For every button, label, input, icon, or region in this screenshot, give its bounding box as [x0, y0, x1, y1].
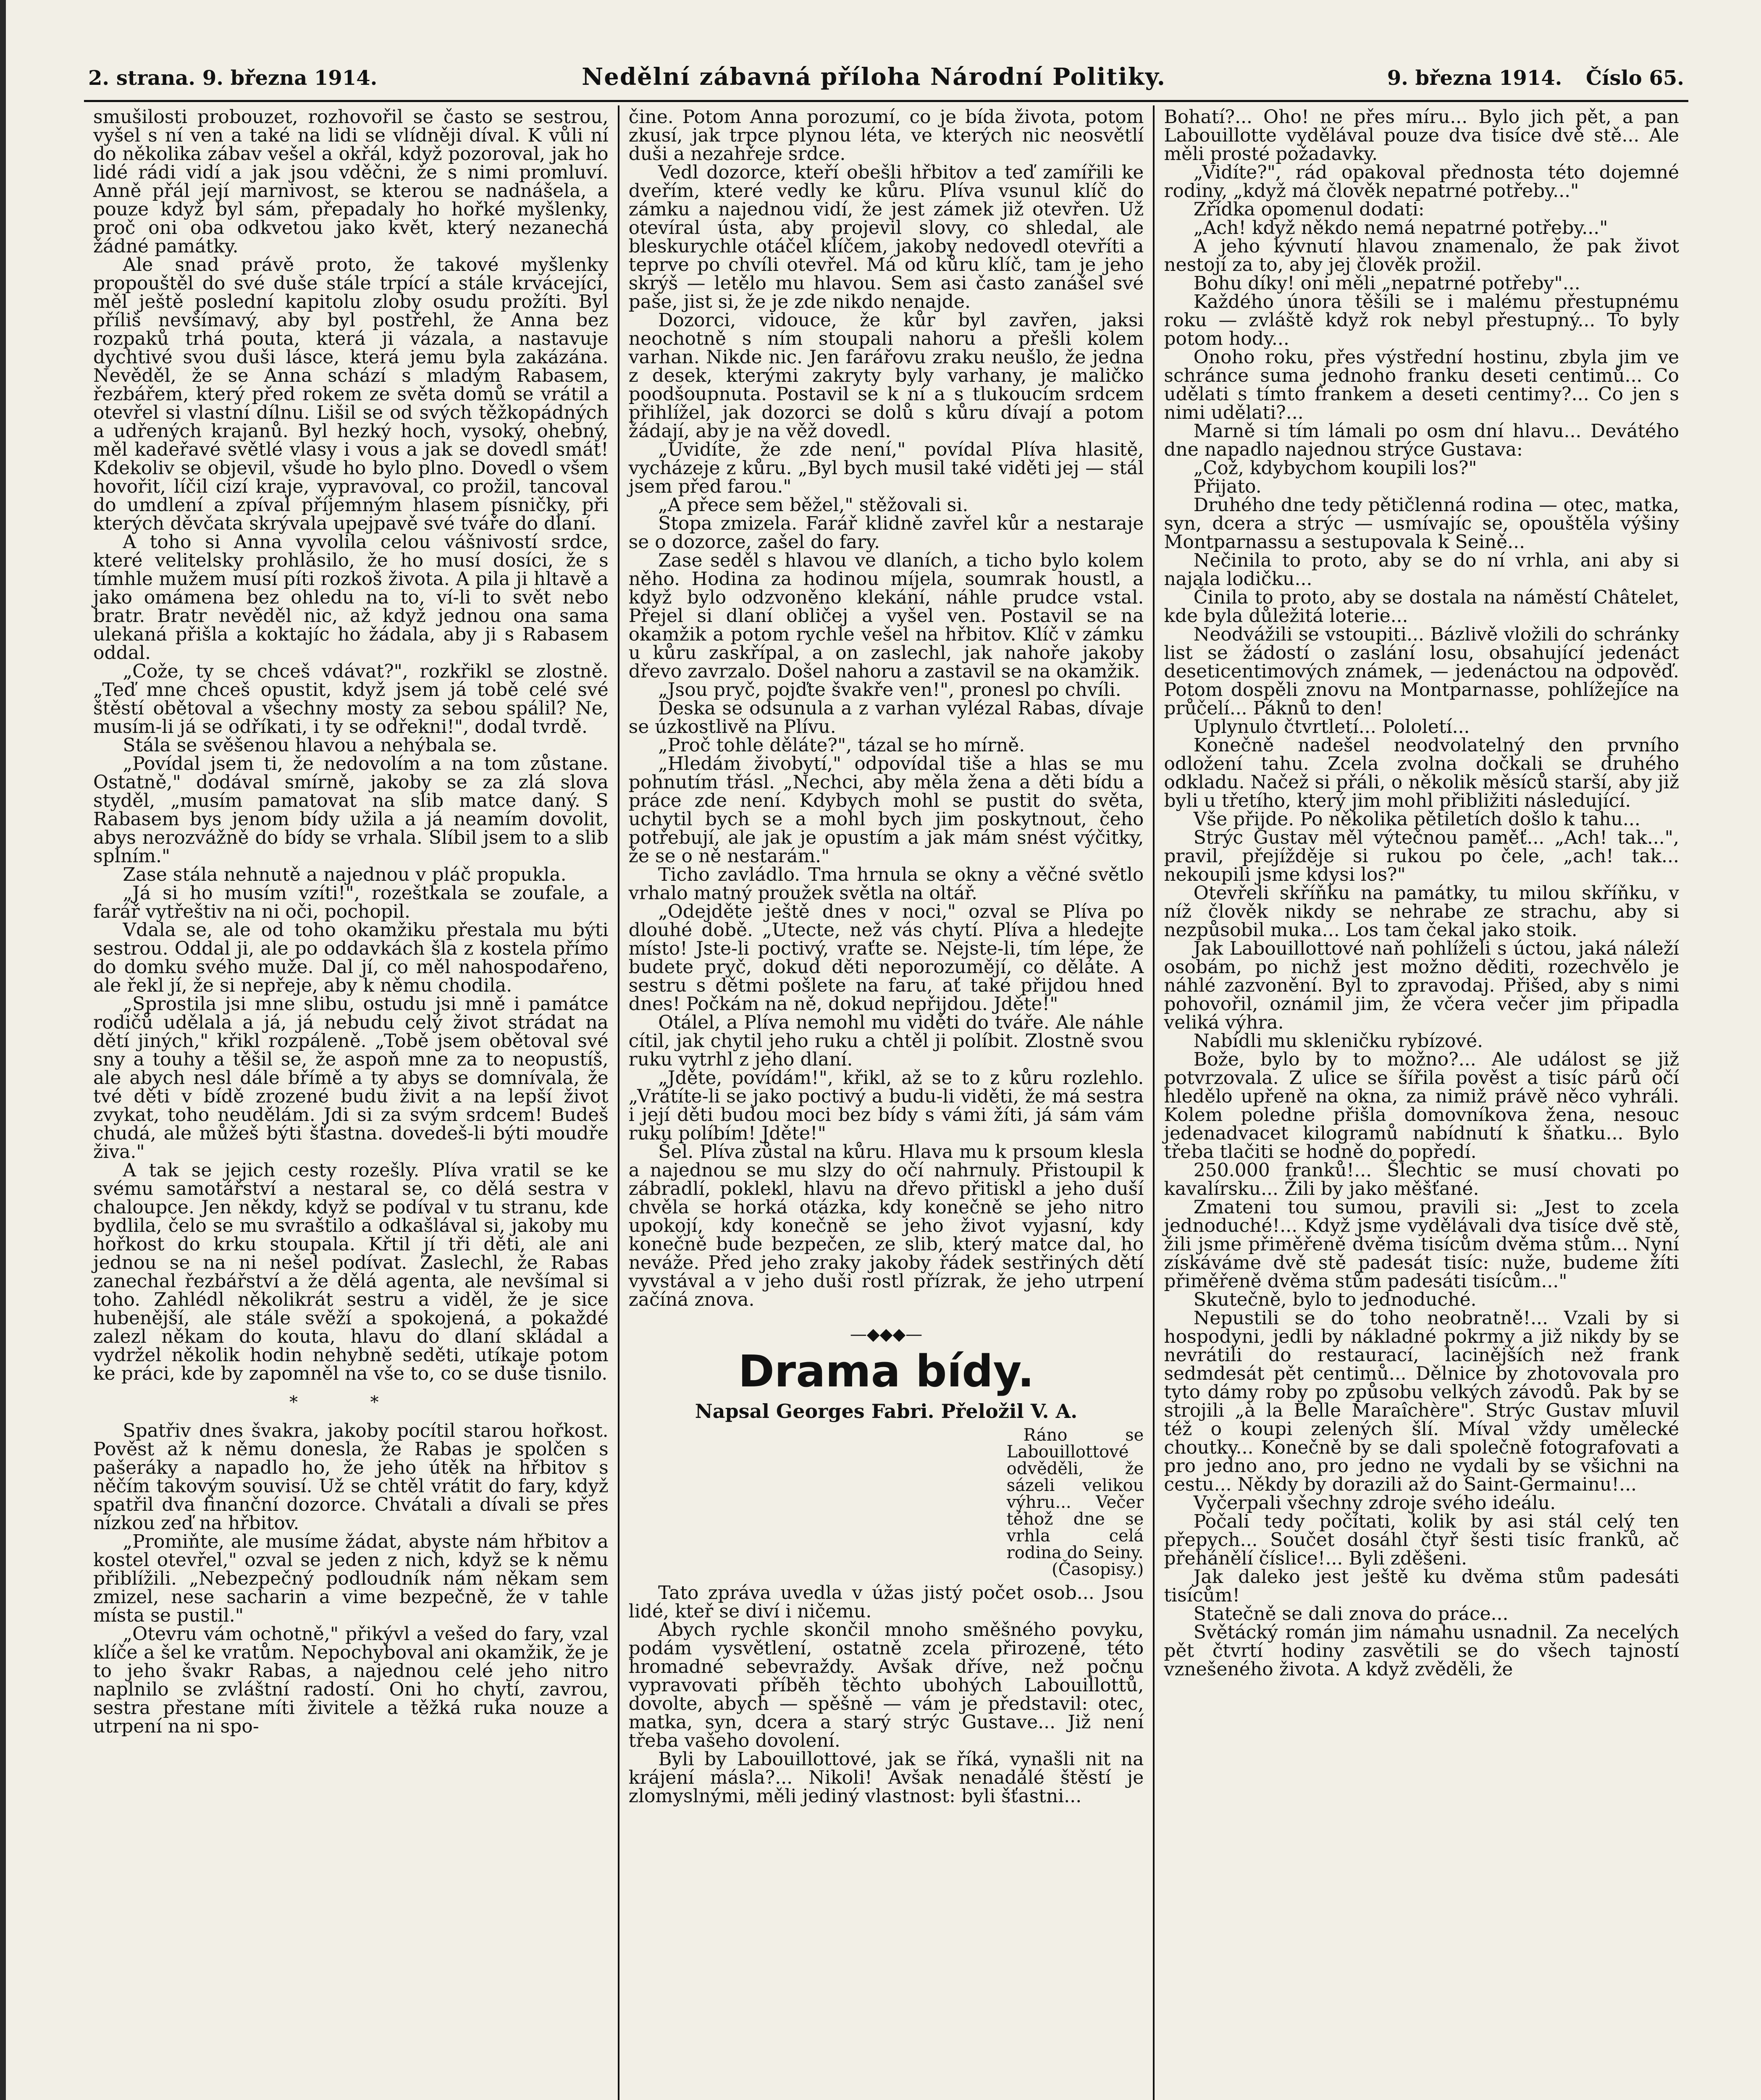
masthead: Nedělní zábavná příloha Národní Politiky.: [582, 63, 1166, 91]
paragraph: Vše přijde. Po několika pětiletích došlo k tahu...: [1193, 808, 1640, 830]
paragraph: Skutečně, bylo to jednoduché.: [1193, 1289, 1477, 1310]
paragraph: Přijato.: [1193, 476, 1262, 497]
paragraph: A jeho kývnutí hlavou znamenalo, že pak život nestojí za to, aby jej člověk prožil.: [1164, 236, 1680, 276]
paragraph: Stála se svěšenou hlavou a nehýbala se.: [123, 735, 497, 756]
paragraph: „Jsou pryč, pojďte švakře ven!", pronesl po chvíli.: [658, 679, 1121, 701]
epigraph-text: Ráno se Labouillottové odvěděli, že sázeli velikou výhru... Večer téhož dne se vrhla celá rodina do Seiny.: [1006, 1425, 1144, 1562]
paragraph: Světácký román jim námahu usnadnil. Za necelých pět čtvrtí hodiny zasvětili se do všech tajností vznešeného života. A když zvěděli, že: [1164, 1622, 1680, 1680]
page-header: [84, 63, 1688, 92]
column-1: [84, 105, 618, 2100]
paragraph: „Proč tohle děláte?", tázal se ho mírně.: [658, 735, 1025, 756]
paragraph: Ale snad právě proto, že takové myšlenky propouštěl do své duše stále trpící a stále krvácející, měl ještě poslední kapitolu zloby osudu prožíti. Byl příliš nevšímavý, aby byl postřehl, že Anna bez rozpaků trhá pouta, která ji vázala, a nastavuje dychtivé svou duši lásce, která jemu byla zakázána. Nevěděl, že se Anna schází s mladým Rabasem, řezbářem, který před rokem ze světa domů se vrátil a otevřel si vlastní dílnu. Lišil se od svých těžkopádných a udřených krajanů. Byl hezký hoch, vysoký, ohebný, měl kadeřavé světlé vlasy i vous a jak se dovedl smát! Kdekoliv se objevil, všude ho bylo plno. Dovedl o všem hovořit, líčil cizí kraje, vypravoval, co prožil, tancoval do umdlení a zpíval příjemným hlasem písničky, při kterých děvčata skrývala upejpavě své tváře do dlaní.: [93, 254, 609, 534]
paragraph: „Povídal jsem ti, že nedovolím a na tom zůstane. Ostatně," dodával smírně, jakoby se za zlá slova styděl, „musím pamatovat na slib matce daný. S Rabasem bys jenom bídy užila a já neamím dovolit, abys nerozvážně do bídy se vrhala. Slíbil jsem to a slib splním.": [93, 753, 609, 867]
paragraph: Otevřeli skříňku na památky, tu milou skříňku, v níž člověk nikdy se nehrabe ze strachu, aby si nezpůsobil muka... Los tam čekal jako stoik.: [1164, 882, 1680, 941]
paragraph: Každého února těšili se i malému přestupnému roku — zvláště když rok nebyl přestupný... To byly potom hody...: [1164, 291, 1680, 349]
paragraph: Vedl dozorce, kteří obešli hřbitov a teď zamířili ke dveřím, které vedly ke kůru. Plíva vsunul klíč do zámku a najednou vidí, že jest zámek již otevřen. Už otevíral ústa, aby projevil slovy, co shledal, ale bleskurychle otáčel klíčem, jakoby nedovedl otevříti a teprve po chvíli otevřel. Má od kůru klíč, tam je jeho skrýš — letělo mu hlavou. Sem asi často zanášel své paše, jist si, že je zde nikdo nenajde.: [628, 162, 1144, 312]
paragraph: Neodvážili se vstoupiti... Bázlivě vložili do schránky list se žádostí o zaslání losu, obsahující jedenáct deseticentimových známek, — jedenáctou na odpověď. Potom dospěli znovu na Montparnasse, pohlížejíce na průčelí... Páknů to den!: [1164, 624, 1680, 719]
paragraph: „Což, kdybychom koupili los?": [1193, 457, 1477, 479]
paragraph: Nabídli mu skleničku rybízové.: [1193, 1030, 1483, 1052]
paragraph: smušilosti probouzet, rozhovořil se často se sestrou, vyšel s ní ven a také na lidi se vlídněji díval. K vůli ní do několika zábav vešel a okřál, když pozoroval, jak ho lidé rádi vidí a jak jsou vděčni, že s nimi promluví. Anně přál její marnivost, se kterou se nadnášela, a pouze když byl sám, přepadaly ho hořké myšlenky, proč oni oba odkvetou jako květ, který nezanechá žádné památky.: [93, 106, 609, 257]
header-right: [1370, 66, 1684, 90]
paragraph: Uplynulo čtvrtletí... Pololetí...: [1193, 716, 1470, 738]
paragraph: Dozorci, vidouce, že kůr byl zavřen, jaksi neochotně s ním stoupali nahoru a přešli kolem varhan. Nikde nic. Jen farářovu zraku neušlo, že jedna z desek, kterými zakryty byly varhany, je maličko poodšoupnuta. Postavil se k ní a s tlukoucím srdcem přihlížel, jak dozorci se dolů s kůru dívají a potom žádají, aby je na věž dovedl.: [628, 310, 1144, 442]
paragraph: Byli by Labouillottové, jak se říká, vynašli nit na krájení másla?... Nikoli! Avšak nenadálé štěstí je zlomyslnými, měli jediný vlastnost: byli šťastni...: [628, 1748, 1144, 1807]
paragraph: „Otevru vám ochotně," přikývl a vešed do fary, vzal klíče a šel ke vratům. Nepochyboval ani okamžik, že je to jeho švakr Rabas, a najednou celé jeho nitro naplnilo se zvláštní radostí. Oni ho chytí, zavrou, sestra přestane míti živitele a těžká ruka nouze a utrpení na ni spo-: [93, 1623, 609, 1737]
paragraph: Deska se odsunula a z varhan vylézal Rabas, dívaje se úzkostlivě na Plívu.: [628, 698, 1144, 738]
paragraph: Nečinila to proto, aby se do ní vrhla, ani aby si najala lodičku...: [1164, 550, 1680, 590]
paragraph: Jak Labouillottové naň pohlíželi s úctou, jaká náleží osobám, po nichž jest možno děditi, rozechvělo je náhlé zazvonění. Byl to zpravodaj. Přišed, aby s nimi pohovořil, oznámil jim, že včera večer jim připadla veliká výhra.: [1164, 938, 1680, 1033]
paragraph: „A přece sem běžel," stěžovali si.: [658, 494, 968, 516]
paragraph: Zmateni tou sumou, pravili si: „Jest to zcela jednoduché!... Když jsme vydělávali dva tisíce dvě stě, žili jsme přiměřeně dvěma tisícům dvěma stům... Nyní získáváme dvě stě padesát tisíc: nuže, budeme žíti přiměřeně dvěma stům padesáti tisícům...": [1164, 1197, 1680, 1292]
page-number-date: 2. strana. 9. března 1914.: [88, 66, 378, 90]
paragraph: „Uvidíte, že zde není," povídal Plíva hlasitě, vycházeje z kůru. „Byl bych musil také viděti jej — stál jsem před farou.": [628, 439, 1144, 497]
paragraph: Spatřiv dnes švakra, jakoby pocítil starou hořkost. Pověst až k němu donesla, že Rabas je spolčen s pašeráky a napadlo ho, že jeho útěk na hřbitov s něčím takovým souvisí. Už se chtěl vrátit do fary, když spatřil dva finanční dozorce. Chvátali a dívali se přes nízkou zeď na hřbitov.: [93, 1420, 609, 1534]
paragraph: „Cože, ty se chceš vdávat?", rozkřikl se zlostně. „Teď mne chceš opustit, když jsem já tobě celé své štěstí obětoval a všechny mosty za sebou spálil? Ne, musím-li já se odříkati, i ty se odřekni!", dodal tvrdě.: [93, 661, 609, 738]
paragraph: Zase seděl s hlavou ve dlaních, a ticho bylo kolem něho. Hodina za hodinou míjela, soumrak houstl, a když bylo odzvoněno klekání, náhle prudce vstal. Přejel si dlaní obličej a vyšel ven. Postavil se na okamžik a potom rychle vešel na hřbitov. Klíč v zámku u kůru zaskřípal, a on zaslechl, jak nahoře jakoby dřevo zavrzalo. Došel nahoru a zastavil se na okamžik.: [628, 550, 1144, 682]
paragraph: Nepustili se do toho neobratně!... Vzali by si hospodyni, jedli by nákladné pokrmy a již nikdy by se nevrátili do restaurací, lacinějších než frank sedmdesát pět centimů... Dělnice by zhotovovala pro tyto dámy roby po způsobu velkých závodů. Pak by se strojili „à la Belle Maraîchère". Strýc Gustav mluvil též o koupi zelených šlí. Míval vždy umělecké choutky... Konečně by se dali společně fotografovati a pro jedno ano, pro jedno ne vydali by se všichni na cestu... Někdy by dorazili až do Saint-Germainu!...: [1164, 1307, 1680, 1495]
paragraph: Šel. Plíva zůstal na kůru. Hlava mu k prsoum klesla a najednou se mu slzy do očí nahrnuly. Přistoupil k zábradlí, poklekl, hlavu na dřevo přitiskl a jeho duší chvěla se horká otázka, kdy konečně se jeho nitro upokojí, kdy konečně se jeho život vyjasní, kdy konečně bude bezpečen, ze slib, který matce dal, ho neváže. Před jeho zraky jakoby řádek sestřiných dětí vyvstával a v jeho duši rostl přízrak, že jeho utrpení začíná znova.: [628, 1141, 1144, 1310]
paragraph: „Odejděte ještě dnes v noci," ozval se Plíva po dlouhé době. „Utecte, než vás chytí. Plíva a hledejte místo! Jste-li poctivý, vraťte se. Nejste-li, tím lépe, že budete pryč, dokud děti neporozumějí, co děláte. A sestru s dětmi pošlete na faru, ať také přijdou hned dnes! Počkám na ně, dokud nepřijdou. Jděte!": [628, 901, 1144, 1015]
epigraph-source: (Časopisy.): [1052, 1560, 1144, 1579]
paragraph: „Sprostila jsi mne slibu, ostudu jsi mně i památce rodičů udělala a já, já nebudu celý život strádat na dětí jiných," křikl rozpáleně. „Tobě jsem obětoval své sny a touhy a těšil se, že aspoň mne za to neopustíš, ale abych nesl dále břímě a ty abys se domnívala, že tvé děti v bídě zrozené budu živit a na lepší život zvykat, toho neudělám. Jdi si za svým srdcem! Budeš chudá, ale můžeš býti šťastna. dovedeš-li býti moudře živa.": [93, 993, 609, 1163]
story-byline: Napsal Georges Fabri. Přeložil V. A.: [695, 1400, 1078, 1423]
paragraph: „Vidíte?", rád opakoval přednosta této dojemné rodiny, „když má člověk nepatrné potřeby...": [1164, 162, 1680, 202]
paragraph: Činila to proto, aby se dostala na náměstí Châtelet, kde byla důležitá loterie...: [1164, 587, 1680, 627]
paragraph: Vdala se, ale od toho okamžiku přestala mu býti sestrou. Oddal ji, ale po oddavkách šla z kostela přímo do domku svého muže. Dal jí, co měl nahospodařeno, ale řekl jí, že si nepřeje, aby k němu chodila.: [93, 919, 609, 996]
paragraph: Otálel, a Plíva nemohl mu viděti do tváře. Ale náhle cítil, jak chytil jeho ruku a chtěl ji políbit. Zlostně svou ruku vytrhl z jeho dlaní.: [628, 1012, 1144, 1070]
paragraph: „Jděte, povídám!", křikl, až se to z kůru rozlehlo. „Vrátíte-li se jako poctivý a budu-li viděti, že má sestra i její děti budou moci bez bídy s vámi žíti, já sám vám ruku políbím! Jděte!": [628, 1067, 1144, 1144]
columns: [84, 105, 1688, 2100]
paragraph: Počali tedy počítati, kolik by asi stál celý ten přepych... Součet dosáhl čtyř šesti tisíc franků, ač přehánělí číslice!... Byli zděšeni.: [1164, 1511, 1680, 1569]
paragraph: Tato zpráva uvedla v úžas jistý počet osob... Jsou lidé, kteř se diví i ničemu.: [628, 1582, 1144, 1622]
paragraph: 250.000 franků!... Šlechtic se musí chovati po kavalírsku... Žili by jako měšťané.: [1164, 1160, 1680, 1200]
column-2: [618, 105, 1153, 2100]
paragraph: Strýc Gustav měl výtečnou paměť... „Ach! tak...", pravil, přejížděje si rukou po čele, „ach! tak... nekoupili jsme kdysi los?": [1164, 827, 1680, 885]
header-rule: [84, 100, 1688, 102]
paragraph: Bože, bylo by to možno?... Ale událost se již potvrzovala. Z ulice se šířila pověst a tisíc párů očí hledělo upřeně na okna, za nimiž právě něco vyhráli. Kolem poledne přišla domovníkova žena, nesouc jedenadvacet kilogramů nabídnutí k šňatku... Bylo třeba tlačiti se hodně do popředí.: [1164, 1049, 1680, 1163]
paragraph: Konečně nadešel neodvolatelný den prvního odložení tahu. Zcela zvolna dočkali se druhého odkladu. Načež si přáli, o několik měsíců starší, aby již byli u třetího, který jim mohl přibližiti následující.: [1164, 735, 1680, 811]
paragraph: A tak se jejich cesty rozešly. Plíva vratil se ke svému samotářství a nestaral se, co dělá sestra v chaloupce. Jen někdy, když se podíval v tu stranu, kde bydlila, čelo se mu svraštilo a odkašlával si, jakoby mu hořkost do krku stoupala. Křtil jí tři děti, ale ani jednou se na ni nešel podívat. Zaslechl, že Rabas zanechal řezbářství a že dělá agenta, ale nevšímal si toho. Zahlédl několikrát sestru a viděl, že je sice hubenější, ale stále svěží a spokojená, a pokaždé zalezl někam do kouta, hlavu do dlaní skládal a vydržel několik hodin nehybně seděti, utíkaje potom ke práci, kde by zapomněl na vše to, co se duše tisnilo.: [93, 1160, 609, 1384]
column-3: [1153, 105, 1688, 2100]
paragraph: „Hledám živobytí," odpovídal tiše a hlas se mu pohnutím třásl. „Nechci, aby měla žena a děti bídu a práce zde není. Kdybych mohl se pustit do světa, uchytil bych se a mohl bych jim poskytnout, čeho potřebují, ale jak je opustím a jak mám snést výčitky, že se o ně nestarám.": [628, 753, 1144, 867]
story-epigraph: [1007, 1427, 1144, 1578]
paragraph: Zase stála nehnutě a najednou v pláč propukla.: [123, 864, 567, 885]
paragraph: Marně si tím lámali po osm dní hlavu... Devátého dne napadlo najednou strýce Gustava:: [1164, 420, 1680, 460]
paragraph: „Já si ho musím vzíti!", rozeštkala se zoufale, a farář vytřeštiv na ni oči, pochopil.: [93, 882, 609, 922]
paragraph: Ticho zavládlo. Tma hrnula se okny a věčné světlo vrhalo matný proužek světla na oltář.: [628, 864, 1144, 904]
paragraph: Bohu díky! oni měli „nepatrné potřeby"...: [1193, 273, 1580, 294]
paragraph: čine. Potom Anna porozumí, co je bída života, potom zkusí, jak trpce plynou léta, ve kterých nic neosvětlí duši a nezahřeje srdce.: [628, 106, 1144, 165]
paragraph: Bohatí?... Oho! ne přes míru... Bylo jich pět, a pan Labouillotte vydělával pouze dva tisíce dvě stě... Ale měli prosté požadavky.: [1164, 106, 1680, 165]
paragraph: Druhého dne tedy pětičlenná rodina — otec, matka, syn, dcera a strýc — usmívajíc se, opouštěla výšiny Montparnassu a sestupovala k Seině...: [1164, 494, 1680, 553]
story-divider: —◆◆◆—: [850, 1325, 923, 1344]
paragraph: Vyčerpali všechny zdroje svého ideálu.: [1193, 1492, 1556, 1514]
paragraph: Zřídka opomenul dodati:: [1193, 199, 1425, 220]
paragraph: A toho si Anna vyvolila celou vášnivostí srdce, které velitelsky prohlásilo, že ho musí dosíci, že s tímhle mužem musí píti rozkoš života. A pila ji hltavě a jako omámena bez ohledu na to, ví-li to svět nebo bratr. Bratr nevěděl nic, až když jednou ona sama ulekaná přišla a koktajíc ho žádala, aby ji s Rabasem oddal.: [93, 531, 609, 664]
paragraph: „Promiňte, ale musíme žádat, abyste nám hřbitov a kostel otevřel," ozval se jeden z nich, když se k němu přiblížili. „Nebezpečný podloudník nám někam sem zmizel, nese sacharin a vime bezpečně, že v tahle místa se pustil.": [93, 1531, 609, 1626]
issue-date: 9. března 1914.: [1387, 66, 1562, 90]
paragraph: Jak daleko jest ještě ku dvěma stům padesáti tisícům!: [1164, 1566, 1680, 1606]
newspaper-page: [84, 63, 1688, 2100]
section-stars: * *: [289, 1393, 412, 1412]
paragraph: Abych rychle skončil mnoho směšného povyku, podám vysvětlení, ostatně zcela přirozené, této hromadné sebevraždy. Avšak dříve, než počnu vypravovati příběh těchto ubohých Labouillottů, dovolte, abych — spěšně — vám je představil: otec, matka, syn, dcera a starý strýc Gustave... Již není třeba vašeho dovolení.: [628, 1619, 1144, 1751]
paragraph: Onoho roku, přes výstřední hostinu, zbyla jim ve schránce suma jednoho franku deseti centimů... Co udělati s tímto frankem a deseti centimy?... Co jen s nimi udělati?...: [1164, 346, 1680, 423]
issue-number: Číslo 65.: [1586, 66, 1684, 90]
paragraph: „Ach! když někdo nemá nepatrné potřeby...": [1193, 217, 1608, 239]
paragraph: Statečně se dali znova do práce...: [1193, 1603, 1509, 1625]
story-title: Drama bídy.: [738, 1346, 1034, 1397]
paragraph: Stopa zmizela. Farář klidně zavřel kůr a nestaraje se o dozorce, zašel do fary.: [628, 513, 1144, 553]
